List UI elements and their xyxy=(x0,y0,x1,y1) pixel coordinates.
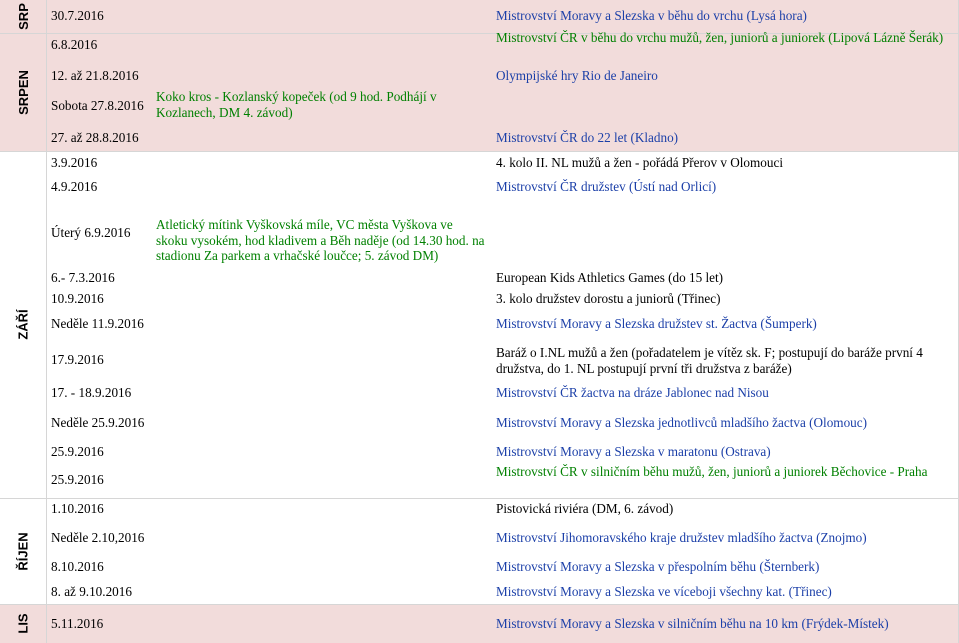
row-date: Úterý 6.9.2016 xyxy=(51,225,131,240)
row-event: Mistrovství Moravy a Slezska v maratonu (Ostrava) xyxy=(496,444,771,459)
row-date: 3.9.2016 xyxy=(51,155,98,170)
row-date: 5.11.2016 xyxy=(51,616,104,631)
row-event: Mistrovství Moravy a Slezska v běhu do vrchu (Lysá hora) xyxy=(496,8,807,23)
row-event: 4. kolo II. NL mužů a žen - pořádá Přerov v Olomouci xyxy=(496,155,783,170)
row-date: Sobota 27.8.2016 xyxy=(51,98,144,113)
row-date: 25.9.2016 xyxy=(51,444,104,459)
row-date: 12. až 21.8.2016 xyxy=(51,68,139,83)
row-event: Mistrovství Jihomoravského kraje družstev mladšího žactva (Znojmo) xyxy=(496,530,867,545)
row-date: 6.- 7.3.2016 xyxy=(51,270,115,285)
month-label-prev: SRP xyxy=(15,3,31,30)
row-date: 17. - 18.9.2016 xyxy=(51,385,132,400)
row-event: Mistrovství ČR v běhu do vrchu mužů, žen, juniorů a juniorek (Lipová Lázně Šerák) xyxy=(496,30,944,45)
row-date: 8. až 9.10.2016 xyxy=(51,584,132,599)
row-date: 8.10.2016 xyxy=(51,559,104,574)
row-event: Mistrovství ČR do 22 let (Kladno) xyxy=(496,130,679,145)
row-event: Olympijské hry Rio de Janeiro xyxy=(496,68,658,83)
month-cell-zari xyxy=(0,151,47,498)
month-cell-srpen xyxy=(0,33,47,151)
row-date: 10.9.2016 xyxy=(51,291,104,306)
row-date: 4.9.2016 xyxy=(51,179,98,194)
row-date: Neděle 2.10,2016 xyxy=(51,530,145,545)
row-event: Mistrovství ČR družstev (Ústí nad Orlicí) xyxy=(496,179,717,194)
month-cell-rijen xyxy=(0,498,47,604)
grid-line xyxy=(0,498,959,499)
month-cell-prev xyxy=(0,0,47,33)
row-event: Atletický mítink Vyškovská míle, VC města Vyškova ve skoku vysokém, hod kladivem a Běh naděje (od 14.30 hod. na stadionu Za parkem a vrhačské loučce; 5. závod DM) xyxy=(156,217,485,263)
row-event: Mistrovství Moravy a Slezska jednotlivců mladšího žactva (Olomouc) xyxy=(496,415,868,430)
row-event: Mistrovství Moravy a Slezska ve víceboji všechny kat. (Třinec) xyxy=(496,584,832,599)
row-event: Mistrovství Moravy a Slezska družstev st. Žactva (Šumperk) xyxy=(496,316,817,331)
row-date: 30.7.2016 xyxy=(51,8,104,23)
row-event: European Kids Athletics Games (do 15 let) xyxy=(496,270,724,285)
month-label-zari: ZÁŘÍ xyxy=(15,309,31,340)
row-event: Pistovická riviéra (DM, 6. závod) xyxy=(496,501,674,516)
row-event: Mistrovství Moravy a Slezska v silničním běhu na 10 km (Frýdek-Místek) xyxy=(496,616,889,631)
month-label-next: LIS xyxy=(15,613,31,634)
row-date: 27. až 28.8.2016 xyxy=(51,130,139,145)
row-event: 3. kolo družstev dorostu a juniorů (Třinec) xyxy=(496,291,721,306)
row-event: Mistrovství ČR žactva na dráze Jablonec nad Nisou xyxy=(496,385,769,400)
row-event: Koko kros - Kozlanský kopeček (od 9 hod. Podhájí v Kozlanech, DM 4. závod) xyxy=(156,89,437,120)
row-date: Neděle 25.9.2016 xyxy=(51,415,145,430)
row-date: 6.8.2016 xyxy=(51,37,98,52)
row-date: 17.9.2016 xyxy=(51,352,104,367)
row-event: Mistrovství ČR v silničním běhu mužů, žen, juniorů a juniorek Běchovice - Praha xyxy=(496,464,928,479)
grid-line xyxy=(0,151,959,152)
month-label-rijen: ŘÍJEN xyxy=(15,531,31,571)
row-event: Baráž o I.NL mužů a žen (pořadatelem je vítěz sk. F; postupují do baráže první 4 družstva, do 1. NL postupují první tři družstva z baráže) xyxy=(496,345,923,376)
row-date: Neděle 11.9.2016 xyxy=(51,316,144,331)
row-event: Mistrovství Moravy a Slezska v přespolním běhu (Šternberk) xyxy=(496,559,820,574)
month-label-srpen: SRPEN xyxy=(15,69,31,115)
row-date: 1.10.2016 xyxy=(51,501,104,516)
row-date: 25.9.2016 xyxy=(51,472,104,487)
month-cell-next xyxy=(0,604,47,643)
grid-line xyxy=(0,604,959,605)
